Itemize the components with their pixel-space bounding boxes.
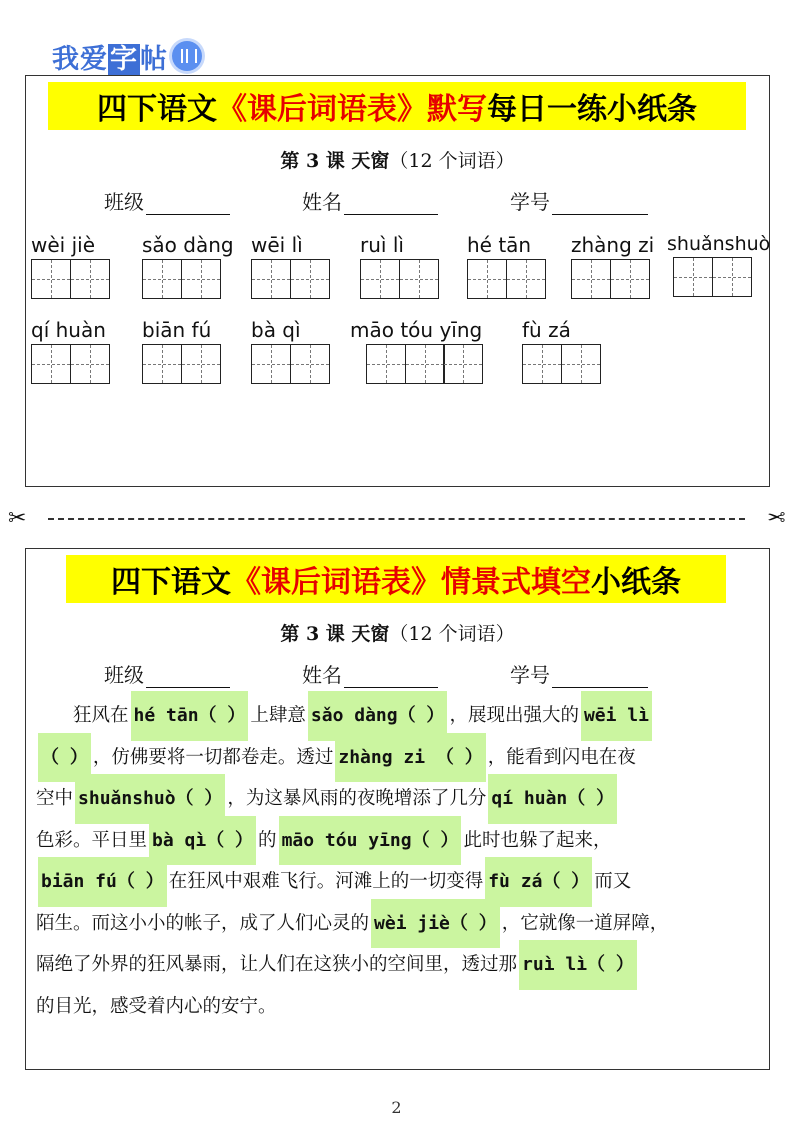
grid-cell[interactable] bbox=[571, 259, 611, 299]
logo-book-icon bbox=[172, 41, 202, 71]
grid-cell[interactable] bbox=[142, 344, 182, 384]
word-item bbox=[31, 318, 108, 384]
word-item bbox=[142, 233, 234, 299]
lesson-heading: 第 3 课 天窗（12 个词语） bbox=[280, 623, 515, 645]
grid-cell[interactable] bbox=[31, 344, 71, 384]
word-item bbox=[467, 233, 544, 299]
logo-text: 我爱字帖 bbox=[52, 43, 168, 75]
cut-line bbox=[8, 508, 785, 530]
word-pinyin: qí huàn bbox=[31, 318, 106, 342]
writing-grid[interactable] bbox=[31, 344, 108, 384]
blank-saodang[interactable]: sǎo dàng（ ） bbox=[308, 691, 448, 741]
writing-grid[interactable] bbox=[251, 344, 328, 384]
blank-bianfu[interactable]: biān fú（ ） bbox=[38, 857, 167, 907]
writing-grid[interactable] bbox=[142, 344, 219, 384]
blank-weili-paren[interactable]: （ ） bbox=[38, 733, 91, 783]
name-field[interactable]: 姓名 bbox=[302, 186, 438, 215]
grid-cell[interactable] bbox=[712, 257, 752, 297]
student-number-field[interactable]: 学号 bbox=[510, 186, 648, 215]
word-item bbox=[251, 318, 328, 384]
word-item bbox=[142, 318, 219, 384]
grid-cell[interactable] bbox=[70, 259, 110, 299]
dictation-title: 四下语文 《课后词语表》默写 每日一练小纸条 bbox=[48, 82, 746, 130]
grid-cell[interactable] bbox=[561, 344, 601, 384]
word-pinyin: ruì lì bbox=[360, 233, 404, 257]
name-field[interactable]: 姓名 bbox=[302, 659, 438, 688]
student-info-fields bbox=[104, 659, 720, 688]
word-item bbox=[667, 233, 771, 297]
grid-cell[interactable] bbox=[522, 344, 562, 384]
grid-cell[interactable] bbox=[290, 344, 330, 384]
grid-cell[interactable] bbox=[506, 259, 546, 299]
grid-cell[interactable] bbox=[251, 344, 291, 384]
blank-fuza[interactable]: fù zá（ ） bbox=[485, 857, 592, 907]
scissors-icon: ✂ bbox=[8, 506, 27, 531]
dictation-card bbox=[25, 75, 770, 487]
writing-grid[interactable] bbox=[366, 344, 482, 384]
blank-ruili[interactable]: ruì lì（ ） bbox=[519, 940, 637, 990]
blank-qihuan[interactable]: qí huàn（ ） bbox=[488, 774, 617, 824]
grid-cell[interactable] bbox=[142, 259, 182, 299]
writing-grid[interactable] bbox=[360, 259, 437, 299]
blank-hetan[interactable]: hé tān（ ） bbox=[131, 691, 249, 741]
word-item bbox=[571, 233, 654, 299]
grid-cell[interactable] bbox=[70, 344, 110, 384]
grid-cell[interactable] bbox=[181, 344, 221, 384]
grid-cell[interactable] bbox=[251, 259, 291, 299]
student-number-field[interactable]: 学号 bbox=[510, 659, 648, 688]
student-info-fields bbox=[104, 186, 720, 215]
writing-grid[interactable] bbox=[467, 259, 544, 299]
grid-cell[interactable] bbox=[31, 259, 71, 299]
fill-in-card bbox=[25, 548, 770, 1070]
grid-cell[interactable] bbox=[360, 259, 400, 299]
grid-cell[interactable] bbox=[610, 259, 650, 299]
word-pinyin: zhàng zi bbox=[571, 233, 655, 257]
writing-grid[interactable] bbox=[673, 257, 770, 297]
grid-cell[interactable] bbox=[405, 344, 445, 384]
word-pinyin: wèi jiè bbox=[31, 233, 95, 257]
writing-grid[interactable] bbox=[251, 259, 328, 299]
lesson-heading: 第 3 课 天窗（12 个词语） bbox=[280, 150, 515, 172]
blank-maotouying[interactable]: māo tóu yīng（ ） bbox=[279, 816, 462, 866]
word-pinyin: māo tóu yīng bbox=[350, 318, 483, 342]
grid-cell[interactable] bbox=[443, 344, 483, 384]
class-field[interactable]: 班级 bbox=[104, 186, 230, 215]
site-logo bbox=[52, 38, 202, 74]
word-item bbox=[31, 233, 108, 299]
word-item bbox=[360, 233, 437, 299]
writing-grid[interactable] bbox=[31, 259, 108, 299]
word-item bbox=[251, 233, 328, 299]
grid-cell[interactable] bbox=[673, 257, 713, 297]
word-pinyin: biān fú bbox=[142, 318, 212, 342]
word-item bbox=[350, 318, 483, 384]
fill-in-title: 四下语文 《课后词语表》情景式填空 小纸条 bbox=[66, 555, 726, 603]
word-pinyin: fù zá bbox=[522, 318, 571, 342]
writing-grid[interactable] bbox=[571, 259, 654, 299]
word-pinyin: hé tān bbox=[467, 233, 532, 257]
grid-cell[interactable] bbox=[399, 259, 439, 299]
grid-cell[interactable] bbox=[366, 344, 406, 384]
blank-weili[interactable]: wēi lì bbox=[581, 691, 652, 741]
word-pinyin: sǎo dàng bbox=[142, 233, 234, 257]
word-pinyin: shuǎnshuò bbox=[667, 233, 771, 255]
word-pinyin: bà qì bbox=[251, 318, 301, 342]
word-pinyin: wēi lì bbox=[251, 233, 303, 257]
blank-zhangzi[interactable]: zhàng zi （ ） bbox=[335, 733, 485, 783]
grid-cell[interactable] bbox=[467, 259, 507, 299]
word-item bbox=[522, 318, 599, 384]
writing-grid[interactable] bbox=[142, 259, 234, 299]
story-paragraph: 狂风在 hé tān（ ） 上肆意 sǎo dàng（ ） ，展现出强大的 wēi lì （ ） ，仿佛要将一切都卷走。透过 zhàng zi （ ） ，能看到闪电在夜 空中 shuǎnshuò（ ） ，为这暴风雨的夜晚增添了几分 qí huàn（ ） 色彩。平日里 bà qì（ ） 的 māo tóu yīng（ ） 此时也躲了起来， biān fú（ ） 在狂风中艰难飞行。河滩上的一切变得 fù zá（ ） 而又 陌生。而这小小的帐子，成了人们心灵的 wèi jiè（ ） ，它就像一道屏障， 隔绝了外界的狂风暴雨，让人们在这狭小的空间里，透过那 ruì lì（ ） 的目光，感受着内心的安宁。 bbox=[36, 695, 761, 1027]
blank-shuanshuo[interactable]: shuǎnshuò（ ） bbox=[75, 774, 225, 824]
scissors-icon: ✂ bbox=[766, 506, 785, 531]
blank-baqi[interactable]: bà qì（ ） bbox=[149, 816, 256, 866]
class-field[interactable]: 班级 bbox=[104, 659, 230, 688]
page-number: 2 bbox=[391, 1098, 402, 1117]
writing-grid[interactable] bbox=[522, 344, 599, 384]
grid-cell[interactable] bbox=[181, 259, 221, 299]
blank-weijie[interactable]: wèi jiè（ ） bbox=[371, 899, 500, 949]
grid-cell[interactable] bbox=[290, 259, 330, 299]
